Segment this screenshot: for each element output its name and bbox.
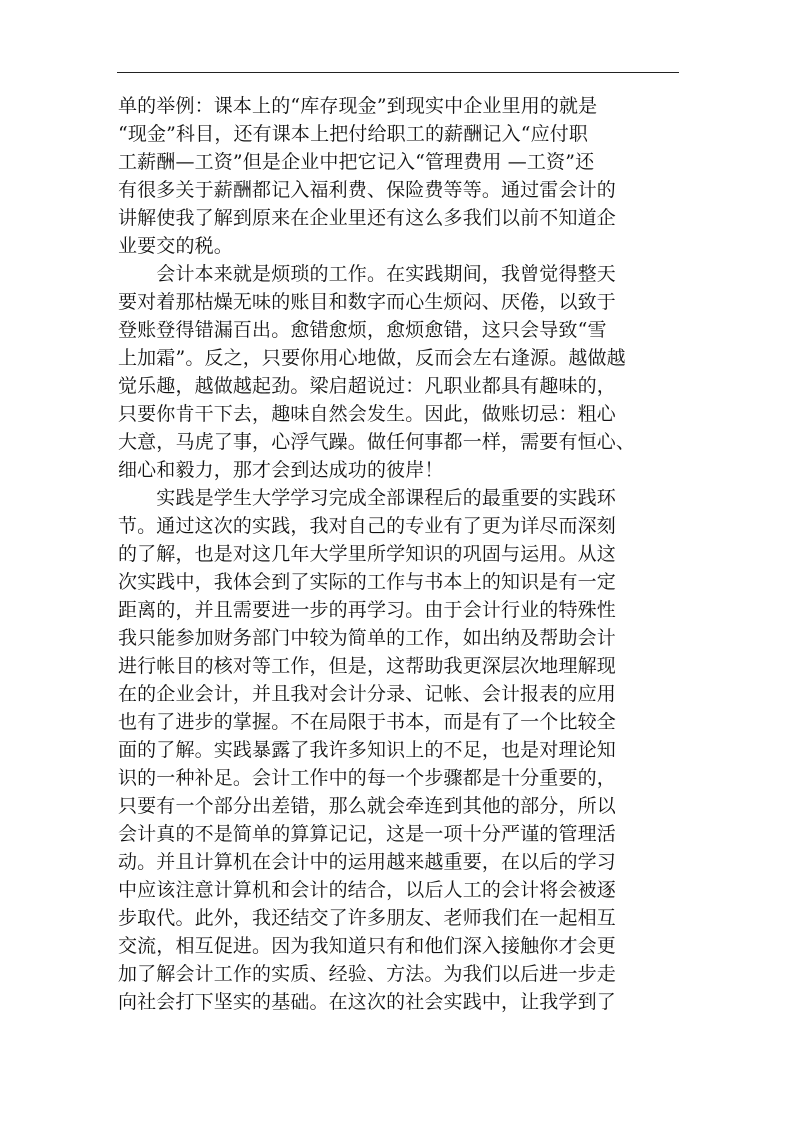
text-line: 只要有一个部分出差错，那么就会牵连到其他的部分，所以 (118, 795, 616, 817)
text-line: 向社会打下坚实的基础。在这次的社会实践中，让我学到了 (118, 991, 616, 1013)
text-line: 单的举例：课本上的“库存现金”到现实中企业里用的就是 (118, 95, 598, 117)
text-line: 工薪酬—工资”但是企业中把它记入“管理费用 —工资”还 (118, 151, 595, 173)
text-line: 要对着那枯燥无味的账目和数字而心生烦闷、厌倦，以致于 (118, 291, 616, 313)
text-line: 节。通过这次的实践，我对自己的专业有了更为详尽而深刻 (118, 515, 616, 537)
text-line: 次实践中，我体会到了实际的工作与书本上的知识是有一定 (118, 571, 616, 593)
page-body (118, 92, 678, 1016)
text-line: 识的一种补足。会计工作中的每一个步骤都是十分重要的， (118, 767, 616, 789)
text-line: 业要交的税。 (118, 235, 233, 257)
text-line: 加了解会计工作的实质、经验、方法。为我们以后进一步走 (118, 963, 616, 985)
text-line: 距离的，并且需要进一步的再学习。由于会计行业的特殊性 (118, 599, 616, 621)
text-line: 交流，相互促进。因为我知道只有和他们深入接触你才会更 (118, 935, 616, 957)
text-line: 步取代。此外，我还结交了许多朋友、老师我们在一起相互 (118, 907, 616, 929)
text-line: 上加霜”。反之，只要你用心地做，反而会左右逢源。越做越 (118, 347, 626, 369)
paragraph-2 (118, 260, 678, 484)
text-line: 只要你肯干下去，趣味自然会发生。因此，做账切忌：粗心 (118, 403, 616, 425)
text-line: 会计本来就是烦琐的工作。在实践期间，我曾觉得整天 (118, 263, 616, 285)
text-line: 动。并且计算机在会计中的运用越来越重要，在以后的学习 (118, 851, 616, 873)
text-line: 的了解，也是对这几年大学里所学知识的巩固与运用。从这 (118, 543, 616, 565)
text-line: 进行帐目的核对等工作，但是，这帮助我更深层次地理解现 (118, 655, 616, 677)
text-line: 讲解使我了解到原来在企业里还有这么多我们以前不知道企 (118, 207, 616, 229)
text-line: “现金”科目，还有课本上把付给职工的薪酬记入“应付职 (118, 123, 589, 145)
text-line: 实践是学生大学学习完成全部课程后的最重要的实践环 (118, 487, 616, 509)
text-line: 在的企业会计，并且我对会计分录、记帐、会计报表的应用 (118, 683, 616, 705)
text-line: 有很多关于薪酬都记入福利费、保险费等等。通过雷会计的 (118, 179, 616, 201)
text-line: 觉乐趣，越做越起劲。梁启超说过：凡职业都具有趣味的， (118, 375, 616, 397)
text-line: 中应该注意计算机和会计的结合，以后人工的会计将会被逐 (118, 879, 616, 901)
paragraph-3 (118, 484, 678, 1016)
text-line: 会计真的不是简单的算算记记，这是一项十分严谨的管理活 (118, 823, 616, 845)
header-rule (117, 72, 679, 73)
paragraph-1 (118, 92, 678, 260)
text-line: 也有了进步的掌握。不在局限于书本，而是有了一个比较全 (118, 711, 616, 733)
text-line: 我只能参加财务部门中较为简单的工作，如出纳及帮助会计 (118, 627, 616, 649)
text-line: 登账登得错漏百出。愈错愈烦，愈烦愈错，这只会导致“雪 (118, 319, 607, 341)
text-line: 面的了解。实践暴露了我许多知识上的不足，也是对理论知 (118, 739, 616, 761)
text-line: 大意，马虎了事，心浮气躁。做任何事都一样，需要有恒心、 (118, 431, 636, 453)
text-line: 细心和毅力，那才会到达成功的彼岸！ (118, 459, 444, 481)
